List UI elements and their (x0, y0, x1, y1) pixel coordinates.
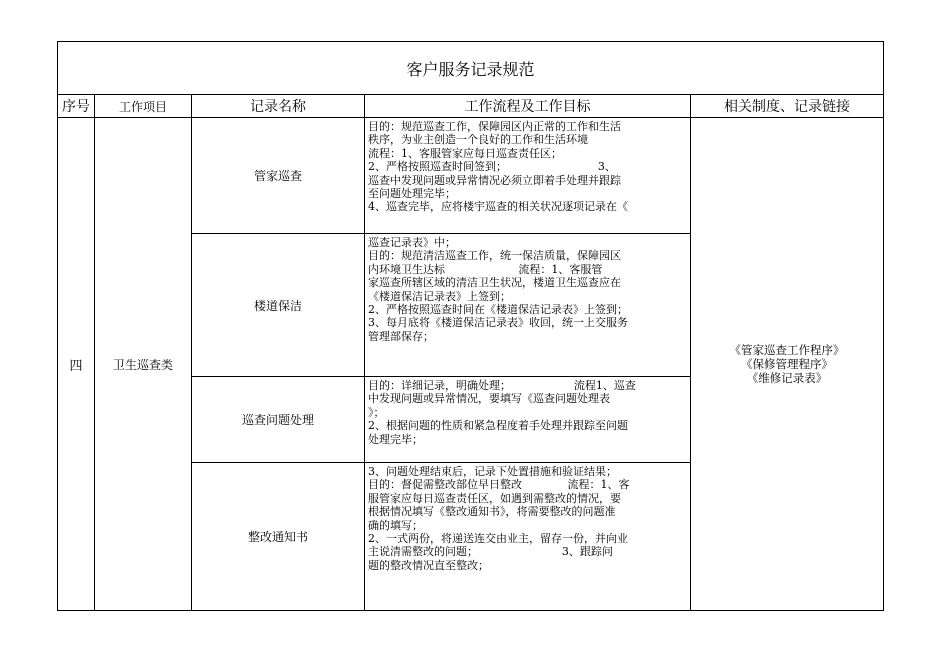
header-seq: 序号 (58, 95, 95, 118)
section-project: 卫生巡查类 (95, 118, 192, 610)
link-item: 《保修管理程序》 (741, 357, 833, 371)
header-process: 工作流程及工作目标 (365, 95, 691, 118)
record-name-cell: 楼道保洁 (192, 234, 365, 377)
header-record-name: 记录名称 (192, 95, 365, 118)
process-cell: 3、问题处理结束后，记录下处置措施和验证结果； 目的：督促需整改部位早日整改 流程：1、客 服管家应每日巡查责任区，如遇到需整改的情况，要 根据情况填写《整改通知书》，将需要整改的问题准 确的填写； 2、一式两份，将递送连交由业主，留存一份，并向业 主说清需整改的问题； 3、跟踪问 题的整改情况直至整改； (365, 463, 691, 610)
related-links-cell (691, 118, 883, 610)
header-links: 相关制度、记录链接 (691, 95, 883, 118)
process-cell: 巡查记录表》中； 目的：规范清洁巡查工作，统一保洁质量，保障园区 内环境卫生达标 流程：1、客服管 家巡查所辖区域的清洁卫生状况，楼道卫生巡查应在 《楼道保洁记录表》上签到； 2、严格按照巡查时间在《楼道保洁记录表》上签到； 3、每月底将《楼道保洁记录表》收回，统一上交服务 管理部保存； (365, 234, 691, 377)
record-name-cell: 整改通知书 (192, 463, 365, 610)
record-name-cell: 巡查问题处理 (192, 377, 365, 463)
process-cell: 目的：规范巡查工作，保障园区内正常的工作和生活 秩序，为业主创造一个良好的工作和生活环境 流程：1、客服管家应每日巡查责任区； 2、严格按照巡查时间签到； 3、 巡查中发现问题或异常情况必须立即着手处理并跟踪 至问题处理完毕； 4、巡查完毕，应将楼宇巡查的相关状况逐项记录在《 (365, 118, 691, 234)
process-cell: 目的：详细记录，明确处理； 流程1、巡查 中发现问题或异常情况，要填写《巡查问题处理表 》； 2、根据问题的性质和紧急程度着手处理并跟踪至问题 处理完毕； (365, 377, 691, 463)
header-project: 工作项目 (95, 95, 192, 118)
record-spec-table (57, 41, 884, 611)
table-title: 客户服务记录规范 (58, 42, 883, 95)
link-item: 《管家巡查工作程序》 (729, 343, 845, 357)
section-seq: 四 (58, 118, 95, 610)
record-name-cell: 管家巡查 (192, 118, 365, 234)
link-item: 《维修记录表》 (746, 371, 828, 385)
